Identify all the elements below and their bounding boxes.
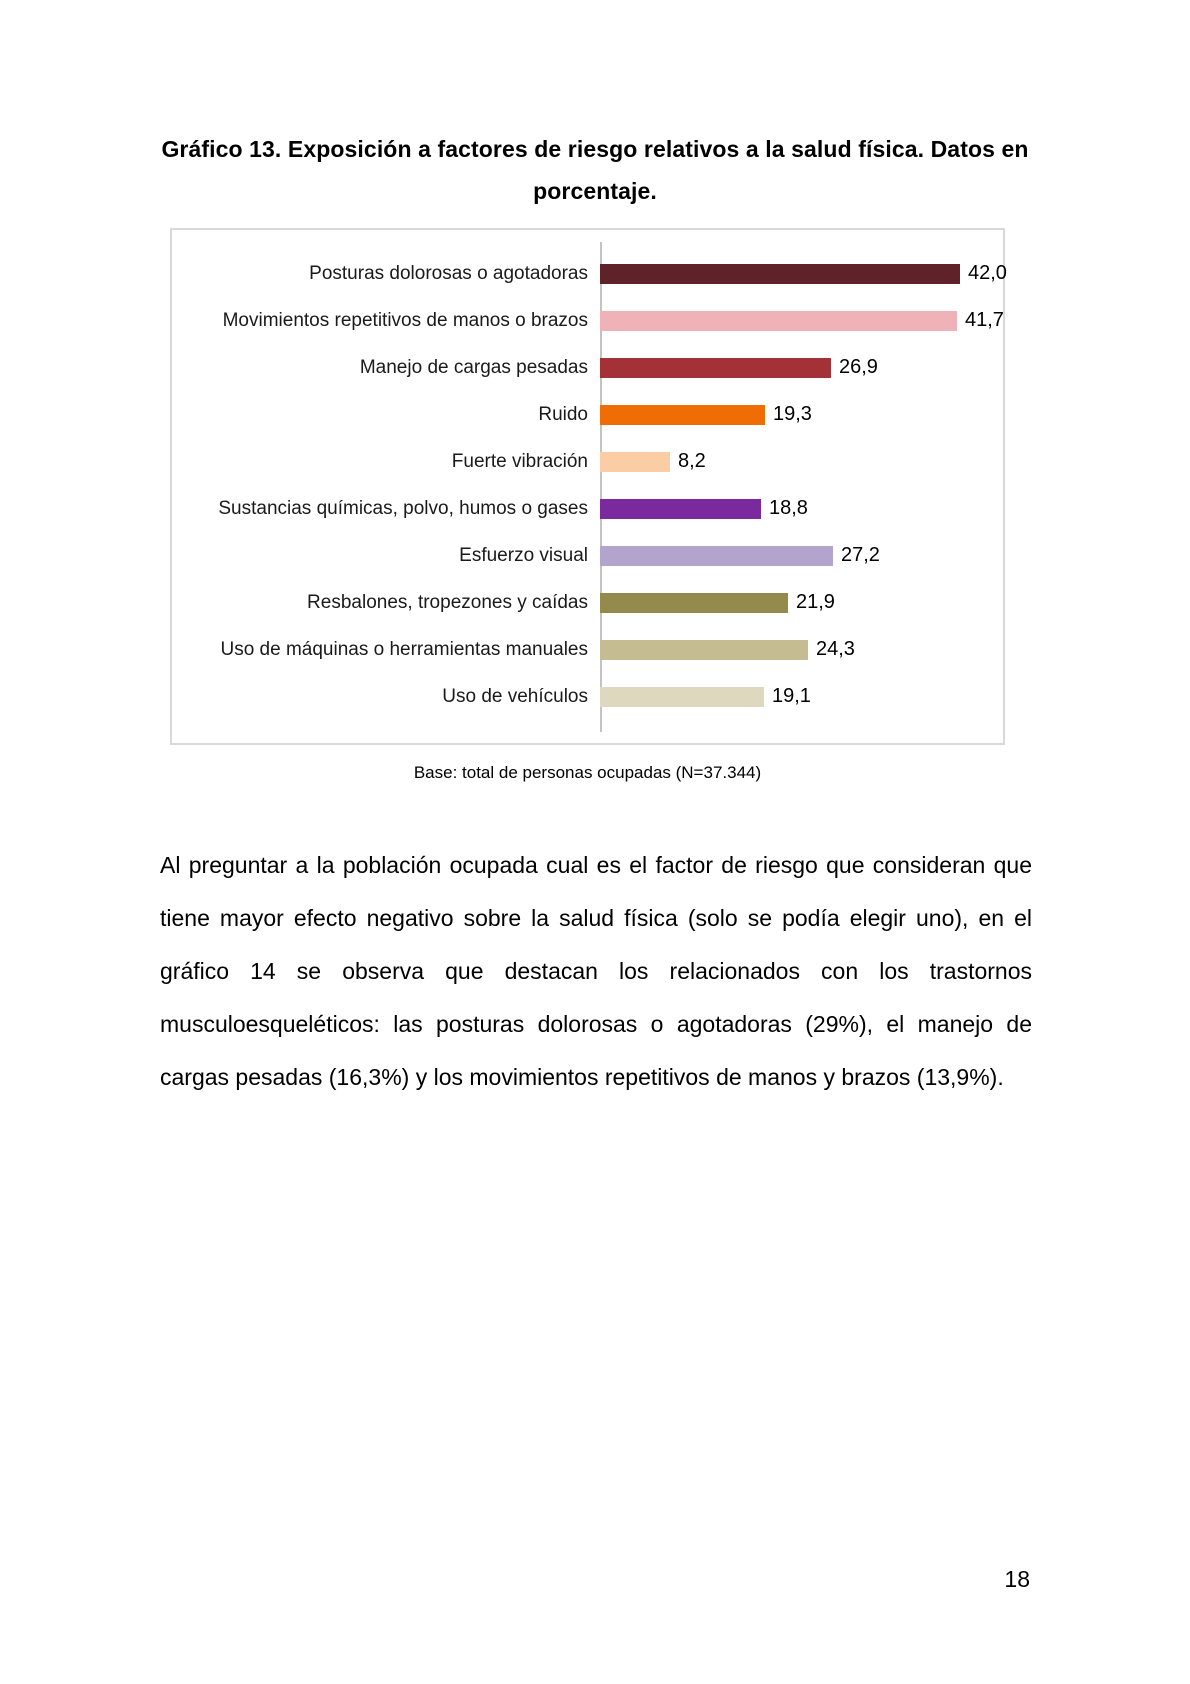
- bar-label: Fuerte vibración: [451, 450, 588, 472]
- chart-row: [172, 532, 1003, 579]
- bar-label: Movimientos repetitivos de manos o brazos: [222, 309, 588, 331]
- bar-value: 41,7: [965, 309, 1004, 331]
- chart-rows: [172, 250, 1007, 720]
- bar: [600, 311, 957, 331]
- bar-value: 24,3: [816, 638, 855, 660]
- bar-label: Manejo de cargas pesadas: [359, 356, 588, 378]
- bar: [600, 358, 831, 378]
- bar: [600, 593, 788, 613]
- chart-row: [172, 579, 1003, 626]
- bar: [600, 640, 808, 660]
- bar: [600, 687, 764, 707]
- page-number: 18: [1004, 1566, 1030, 1592]
- chart-base-note: Base: total de personas ocupadas (N=37.344): [413, 763, 762, 782]
- chart-row: [172, 250, 1007, 297]
- chart-row: [172, 485, 1003, 532]
- bar: [600, 452, 670, 472]
- figure-title-line-1: Gráfico 13. Exposición a factores de riesgo relativos a la salud física. Datos en: [161, 136, 1029, 162]
- bar: [600, 405, 765, 425]
- bar-value: 26,9: [839, 356, 878, 378]
- chart-row: [172, 673, 1003, 720]
- bar-label: Resbalones, tropezones y caídas: [307, 591, 588, 613]
- bar-value: 8,2: [678, 450, 706, 472]
- bar-label: Uso de vehículos: [442, 685, 588, 707]
- bar-label: Ruido: [538, 403, 588, 425]
- bar-label: Esfuerzo visual: [459, 544, 588, 566]
- bar-label: Uso de máquinas o herramientas manuales: [220, 638, 588, 660]
- bar-value: 19,3: [773, 403, 812, 425]
- bar-label: Posturas dolorosas o agotadoras: [309, 262, 588, 284]
- chart-row: [172, 626, 1003, 673]
- figure-title: [80, 128, 1110, 212]
- bar-label: Sustancias químicas, polvo, humos o gases: [218, 497, 588, 519]
- bar-value: 19,1: [772, 685, 811, 707]
- chart-row: [172, 297, 1003, 344]
- bar-value: 42,0: [968, 262, 1007, 284]
- chart-row: [172, 438, 1003, 485]
- bar-value: 27,2: [841, 544, 880, 566]
- bar-value: 18,8: [769, 497, 808, 519]
- figure-title-line-2: porcentaje.: [533, 178, 657, 204]
- bar: [600, 499, 761, 519]
- bar-chart: [170, 228, 1005, 745]
- bar: [600, 264, 960, 284]
- chart-row: [172, 344, 1003, 391]
- body-paragraph: Al preguntar a la población ocupada cual es el factor de riesgo que consideran que tiene mayor efecto negativo sobre la salud física (solo se podía elegir uno), en el gráfico 14 se observa que destacan los relacionados con los trastornos musculoesqueléticos: las posturas dolorosas o agotadoras (29%), el manejo de cargas pesadas (16,3%) y los movimientos repetitivos de manos y brazos (13,9%).: [160, 852, 1032, 1090]
- bar-value: 21,9: [796, 591, 835, 613]
- bar: [600, 546, 833, 566]
- chart-row: [172, 391, 1003, 438]
